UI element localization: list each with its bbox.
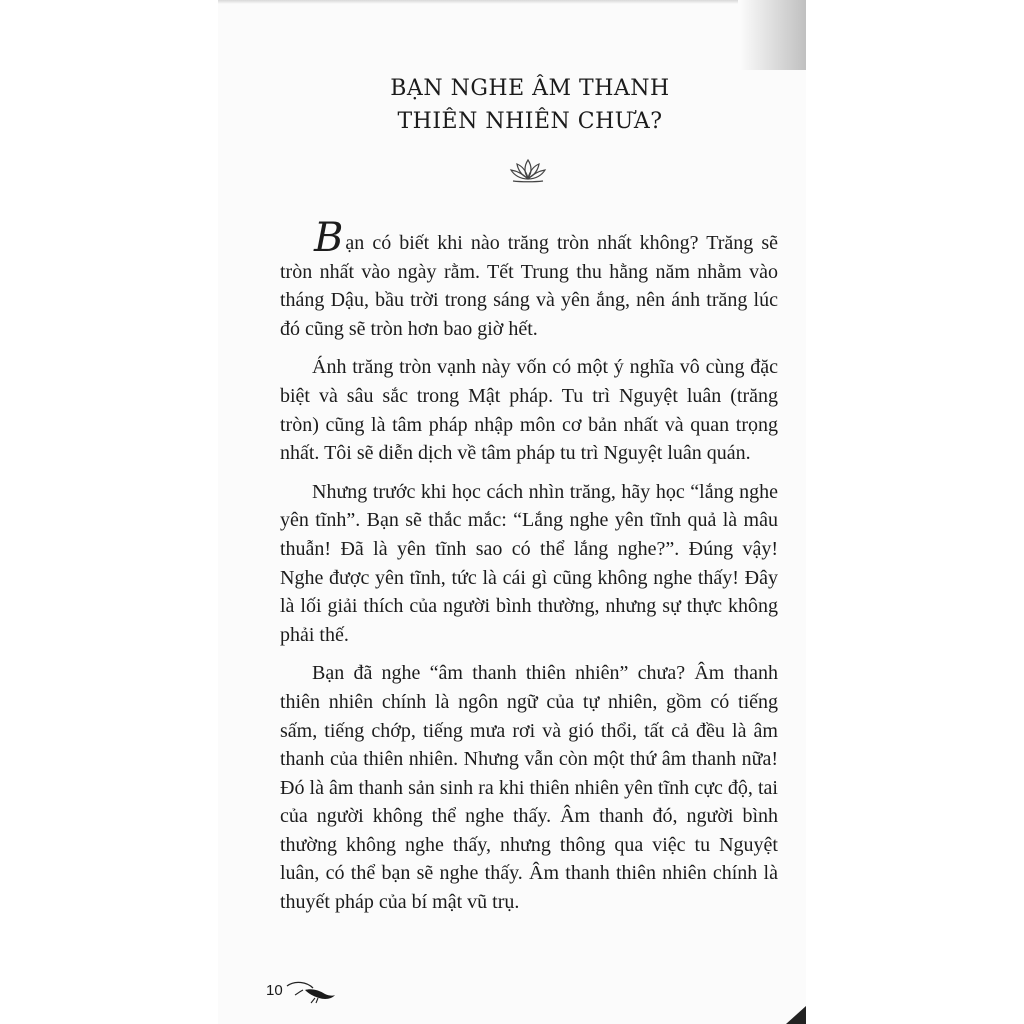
chapter-title <box>300 72 760 138</box>
page-top-edge <box>218 0 738 4</box>
drop-cap: B <box>314 215 344 261</box>
crane-icon <box>285 978 337 1004</box>
page-number: 10 <box>266 982 283 999</box>
chapter-title-line-1: BẠN NGHE ÂM THANH <box>390 76 670 101</box>
paragraph-1 <box>280 215 778 343</box>
paragraph-3: Nhưng trước khi học cách nhìn trăng, hãy học “lắng nghe yên tĩnh”. Bạn sẽ thắc mắc: “Lắng nghe yên tĩnh quả là mâu thuẫn! Đã là yên tĩnh sao có thể lắng nghe?”. Đúng vậy! Nghe được yên tĩnh, tức là cái gì cũng không nghe thấy! Đây là lối giải thích của người bình thường, nhưng sự thực không phải thế. <box>280 480 778 646</box>
paragraph-4: Bạn đã nghe “âm thanh thiên nhiên” chưa? Âm thanh thiên nhiên chính là ngôn ngữ của tự nhiên, gồm có tiếng sấm, tiếng chớp, tiếng mưa rơi và gió thổi, tất cả đều là âm thanh của thiên nhiên. Nhưng vẫn còn một thứ âm thanh nữa! Đó là âm thanh sản sinh ra khi thiên nhiên yên tĩnh cực độ, tai của người không thể nghe thấy. Âm thanh đó, người bình thường không nghe thấy, nhưng thông qua việc tu Nguyệt luân, có thể bạn sẽ nghe thấy. Âm thanh thiên nhiên chính là thuyết pháp của bí mật vũ trụ. <box>280 662 778 914</box>
chapter-title-line-2: THIÊN NHIÊN CHƯA? <box>397 109 663 134</box>
paragraph-1-text: ạn có biết khi nào trăng tròn nhất không? Trăng sẽ tròn nhất vào ngày rằm. Tết Trung thu hằng năm nhằm vào tháng Dậu, bầu trời trong sáng và yên ắng, nên ánh trăng lúc đó cũng sẽ tròn hơn bao giờ hết. <box>280 232 778 340</box>
page-corner-shadow <box>740 0 806 70</box>
paragraph-2: Ánh trăng tròn vạnh này vốn có một ý nghĩa vô cùng đặc biệt và sâu sắc trong Mật pháp. Tu trì Nguyệt luân (trăng tròn) cũng là tâm pháp nhập môn cơ bản nhất và quan trọng nhất. Tôi sẽ diễn dịch về tâm pháp tu trì Nguyệt luân quán. <box>280 356 778 465</box>
lotus-icon <box>505 156 551 184</box>
body-text <box>280 215 778 927</box>
